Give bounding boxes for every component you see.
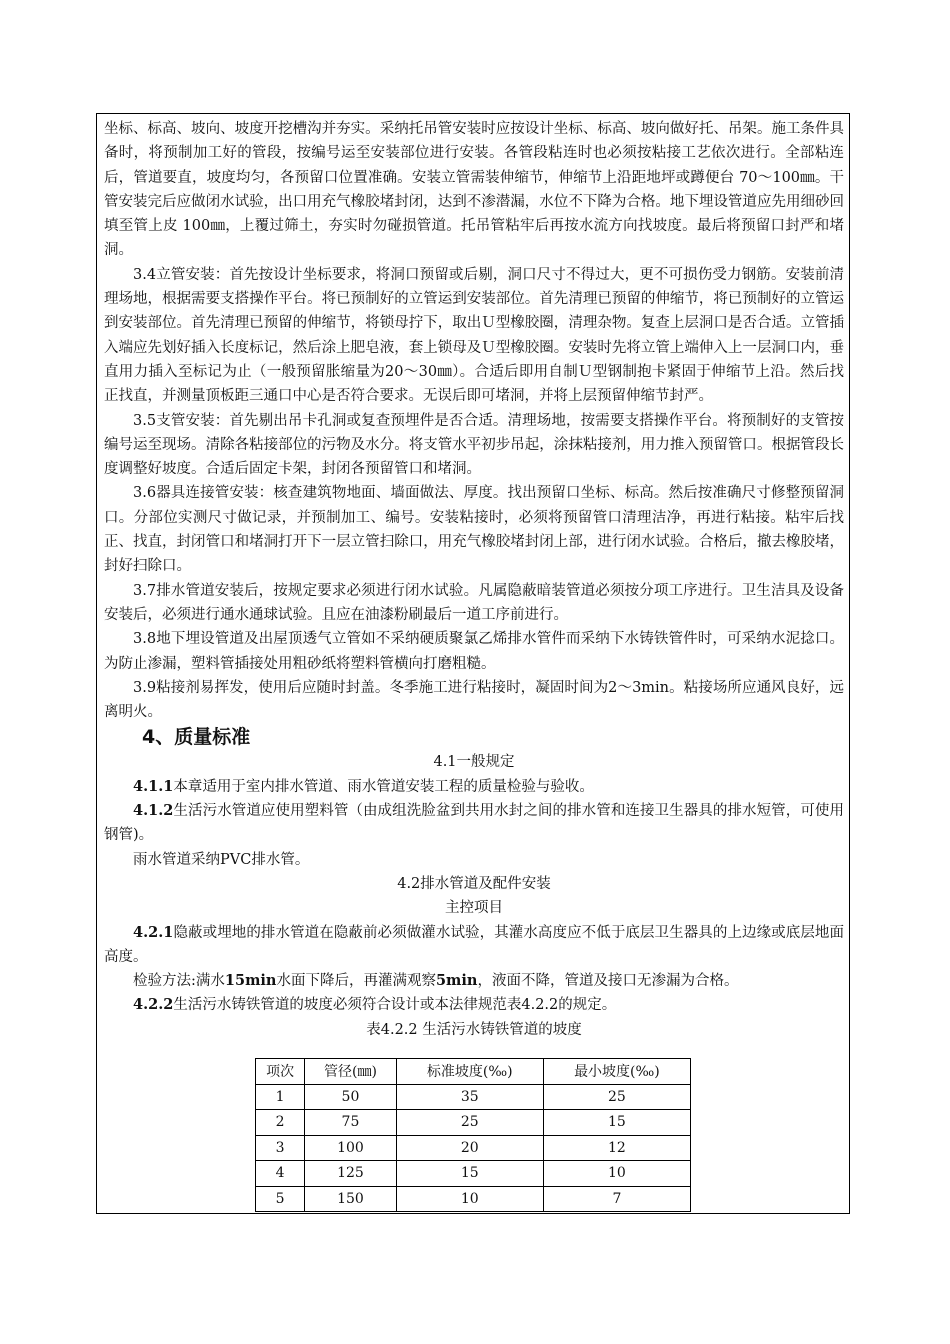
table-row xyxy=(256,1135,691,1161)
table-cell: 20 xyxy=(396,1135,543,1161)
header-cell: 标准坡度(‰) xyxy=(396,1059,543,1085)
document-body xyxy=(104,117,844,1042)
section-heading-quality: 4、质量标准 xyxy=(142,726,251,749)
paragraph-3-5-branch-install: 3.5支管安装：首先剔出吊卡孔洞或复查预埋件是否合适。清理场地，按需要支搭操作平台。将预制好的支管按编号运至现场。清除各粘接部位的污物及水分。将支管水平初步吊起，涂抹粘接剂，用力推入预留管口。根据管段长度调整好坡度。合适后固定卡架，封闭各预留管口和堵洞。 xyxy=(104,412,844,478)
rule-number: 4.1.1 xyxy=(133,777,174,795)
rule-number: 4.2.2 xyxy=(133,996,174,1014)
table-cell: 15 xyxy=(543,1110,690,1136)
slope-table xyxy=(255,1058,691,1212)
table-cell: 10 xyxy=(543,1161,690,1187)
header-cell: 管径(㎜) xyxy=(305,1059,397,1085)
table-cell: 75 xyxy=(305,1110,397,1136)
paragraph-3-7-water-test: 3.7排水管道安装后，按规定要求必须进行闭水试验。凡属隐蔽暗装管道必须按分项工序进行。卫生洁具及设备安装后，必须进行通水通球试验。且应在油漆粉刷最后一道工序前进行。 xyxy=(104,582,844,623)
header-cell: 最小坡度(‰) xyxy=(543,1059,690,1085)
header-cell: 项次 xyxy=(256,1059,305,1085)
subheading-general: 4.1一般规定 xyxy=(433,754,515,771)
rule-number: 4.1.2 xyxy=(133,802,174,820)
table-header-row xyxy=(256,1059,691,1085)
table-cell: 4 xyxy=(256,1161,305,1187)
table-cell: 10 xyxy=(396,1186,543,1212)
paragraph-continuation: 坐标、标高、坡向、坡度开挖槽沟并夯实。采纳托吊管安装时应按设计坐标、标高、坡向做好托、吊架。施工条件具备时，将预制加工好的管段，按编号运至安装部位进行安装。各管段粘连时也必须按粘接工艺依次进行。全部粘连后，管道要直，坡度均匀，各预留口位置准确。安装立管需装伸缩节，伸缩节上沿距地坪或蹲便台 70～100㎜。干管安装完后应做闭水试验，出口用充气橡胶堵封闭，达到不渗潜漏，水位不下降为合格。地下埋设管道应先用细砂回填至管上皮 100㎜，上覆过筛土，夯实时勿碰损管道。托吊管粘牢后再按水流方向找坡度。最后将预留口封严和堵洞。 xyxy=(104,121,844,259)
paragraph-3-4-riser-install: 3.4立管安装：首先按设计坐标要求，将洞口预留或后剔，洞口尺寸不得过大，更不可损伤受力钢筋。安装前清理场地，根据需要支搭操作平台。将已预制好的立管运到安装部位。首先清理已预留的伸缩节，将已预制好的立管运到安装部位。首先清理已预留的伸缩节，将锁母拧下，取出Ｕ型橡胶圈，清理杂物。复查上层洞口是否合适。立管插入端应先划好插入长度标记，然后涂上肥皂液，套上锁母及Ｕ型橡胶圈。安装时先将立管上端伸入上一层洞口内，垂直用力插入至标记为止（一般预留胀缩量为20～30㎜）。合适后即用自制Ｕ型钢制抱卡紧固于伸缩节上沿。然后找正找直，并测量顶板距三通口中心是否符合要求。无误后即可堵洞，并将上层预留伸缩节封严。 xyxy=(104,266,844,405)
table-cell: 7 xyxy=(543,1186,690,1212)
table-cell: 3 xyxy=(256,1135,305,1161)
table-cell: 25 xyxy=(543,1084,690,1110)
rule-4-2-2 xyxy=(104,993,844,1017)
table-row xyxy=(256,1186,691,1212)
table-cell: 125 xyxy=(305,1161,397,1187)
table-row xyxy=(256,1084,691,1110)
rule-4-2-1 xyxy=(104,921,844,970)
table-cell: 25 xyxy=(396,1110,543,1136)
rule-text: 隐蔽或埋地的排水管道在隐蔽前必须做灌水试验，其灌水高度应不低于底层卫生器具的上边缘或底层地面高度。 xyxy=(104,924,844,965)
rain-pipe-note: 雨水管道采纳PVC排水管。 xyxy=(133,851,310,868)
rule-text: 生活污水铸铁管道的坡度必须符合设计或本法律规范表4.2.2的规定。 xyxy=(173,997,617,1014)
subheading-main-control: 主控项目 xyxy=(445,900,503,917)
rule-number: 4.2.1 xyxy=(133,923,174,941)
table-cell: 12 xyxy=(543,1135,690,1161)
paragraph-3-8-underground-pipe: 3.8地下埋设管道及出屋顶透气立管如不采纳硬质聚氯乙烯排水管件而采纳下水铸铁管件时，可采纳水泥捻口。为防止渗漏，塑料管插接处用粗砂纸将塑料管横向打磨粗糙。 xyxy=(104,631,844,672)
rule-text: 生活污水管道应使用塑料管（由成组洗脸盆到共用水封之间的排水管和连接卫生器具的排水短管，可使用钢管)。 xyxy=(104,803,844,844)
table-cell: 100 xyxy=(305,1135,397,1161)
subheading-drain-pipe: 4.2排水管道及配件安装 xyxy=(397,875,551,892)
rule-4-1-1 xyxy=(104,775,844,799)
table-caption: 表4.2.2 生活污水铸铁管道的坡度 xyxy=(366,1021,582,1038)
table-cell: 2 xyxy=(256,1110,305,1136)
paragraph-3-9-adhesive: 3.9粘接剂易挥发，使用后应随时封盖。冬季施工进行粘接时，凝固时间为2～3min。粘接场所应通风良好，远离明火。 xyxy=(104,679,844,721)
table-cell: 15 xyxy=(396,1161,543,1187)
paragraph-3-6-fixture-connection: 3.6器具连接管安装：核查建筑物地面、墙面做法、厚度。找出预留口坐标、标高。然后按准确尺寸修整预留洞口。分部位实测尺寸做记录，并预制加工、编号。安装粘接时，必须将预留管口清理洁净，再进行粘接。粘牢后找正、找直，封闭管口和堵洞打开下一层立管扫除口，用充气橡胶堵封闭上部，进行闭水试验。合格后，撤去橡胶堵，封好扫除口。 xyxy=(104,485,844,575)
rule-text: 本章适用于室内排水管道、雨水管道安装工程的质量检验与验收。 xyxy=(173,778,594,795)
table-row xyxy=(256,1110,691,1136)
table-cell: 50 xyxy=(305,1084,397,1110)
table-cell: 1 xyxy=(256,1084,305,1110)
table-cell: 5 xyxy=(256,1186,305,1212)
table-cell: 35 xyxy=(396,1084,543,1110)
rule-4-1-2 xyxy=(104,799,844,848)
table-row xyxy=(256,1161,691,1187)
table-cell: 150 xyxy=(305,1186,397,1212)
inspection-method: 检验方法:满水15min水面下降后，再灌满观察5min，液面不降，管道及接口无渗漏为合格。 xyxy=(133,972,739,990)
